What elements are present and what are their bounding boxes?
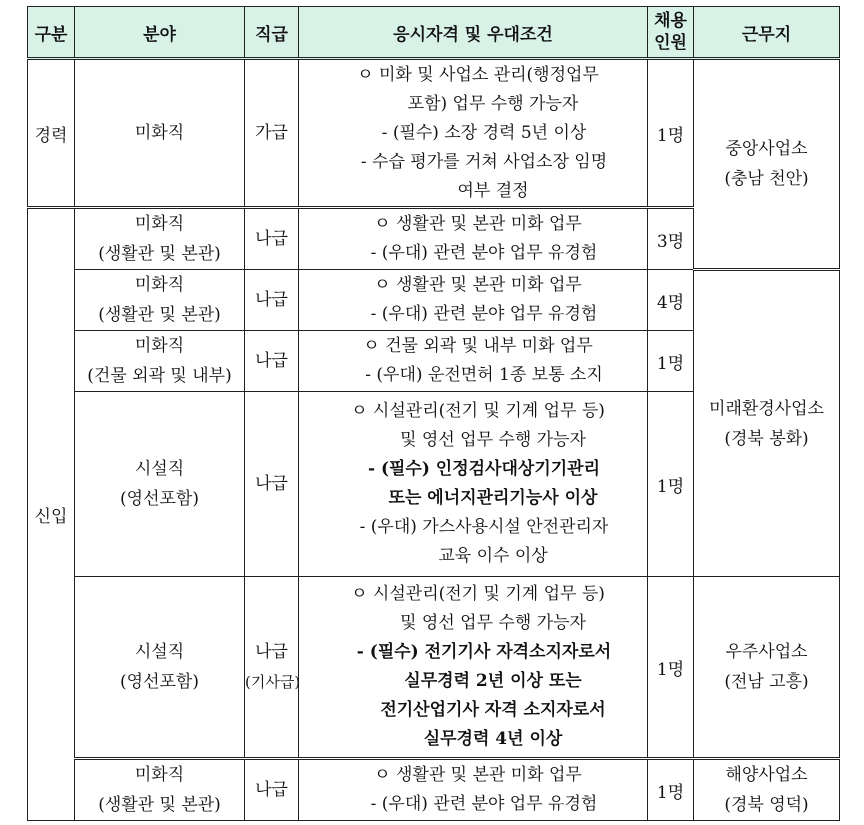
workplace-name: 우주사업소 — [725, 642, 808, 662]
workplace-cell — [694, 59, 840, 270]
qualifications-cell — [299, 392, 648, 577]
grade-label: 나급 — [255, 642, 288, 662]
qualification-line: ㅇ 건물 외곽 및 내부 미화 업무 — [363, 336, 593, 356]
workplace-name: 미래환경사업소 — [709, 398, 824, 419]
qualification-line: 교육 이수 이상 — [438, 546, 548, 566]
grade-cell — [245, 208, 299, 270]
grade-label: 가급 — [255, 123, 288, 143]
header-headcount-line2: 인원 — [654, 33, 687, 53]
qualification-line: 실무경력 2년 이상 또는 — [404, 671, 582, 691]
field-detail: (생활관 및 본관) — [98, 305, 221, 325]
qualification-line: - (우대) 운전면허 1종 보통 소지 — [365, 365, 603, 385]
workplace-cell — [694, 759, 840, 821]
table-row — [28, 59, 840, 208]
field-name: 미화직 — [134, 275, 185, 295]
header-headcount — [648, 7, 694, 59]
grade-cell — [245, 331, 299, 392]
workplace-cell — [694, 577, 840, 759]
qualification-line: - (우대) 가스사용시설 안전관리자 — [359, 517, 609, 537]
qualifications-cell — [299, 59, 648, 208]
header-grade: 직급 — [245, 7, 299, 59]
workplace-cell — [694, 270, 840, 577]
category-cell: 신입 — [28, 208, 75, 821]
field-cell — [75, 59, 245, 208]
grade-label: 나급 — [255, 229, 288, 249]
qualification-line: 실무경력 4년 이상 — [423, 729, 563, 749]
qualification-line: ㅇ 시설관리(전기 및 기계 업무 등) — [351, 401, 605, 421]
header-workplace: 근무지 — [694, 7, 840, 59]
table-row — [28, 577, 840, 759]
headcount-cell: 1명 — [648, 759, 694, 821]
workplace-location: (충남 천안) — [724, 169, 809, 189]
grade-cell — [245, 577, 299, 759]
grade-label: 나급 — [255, 351, 288, 371]
qualification-line: - (우대) 관련 분야 업무 유경험 — [370, 794, 598, 814]
headcount-cell: 1명 — [648, 392, 694, 577]
field-cell — [75, 759, 245, 821]
qualification-line: ㅇ 생활관 및 본관 미화 업무 — [374, 275, 582, 295]
header-category: 구분 — [28, 7, 75, 59]
headcount-cell: 1명 — [648, 577, 694, 759]
qualification-line: - (필수) 소장 경력 5년 이상 — [381, 122, 587, 143]
grade-note: (기사급) — [245, 673, 301, 691]
qualification-line: - 수습 평가를 거쳐 사업소장 임명 — [360, 151, 608, 172]
qualifications-cell — [299, 331, 648, 392]
header-qualifications: 응시자격 및 우대조건 — [299, 7, 648, 59]
qualification-line: 여부 결정 — [457, 180, 529, 201]
field-detail: (건물 외곽 및 내부) — [87, 366, 232, 386]
header-row — [28, 7, 840, 59]
table-row — [28, 270, 840, 331]
grade-cell — [245, 392, 299, 577]
field-name: 미화직 — [134, 214, 185, 234]
field-detail: (생활관 및 본관) — [98, 795, 221, 815]
qualification-line: - (필수) 전기기사 자격소지자로서 — [356, 642, 612, 662]
field-name: 미화직 — [134, 336, 185, 356]
field-cell — [75, 208, 245, 270]
headcount-cell: 4명 — [648, 270, 694, 331]
workplace-location: (경북 봉화) — [724, 428, 809, 449]
workplace-location: (전남 고흥) — [724, 672, 809, 692]
qualification-line: - (필수) 인정검사대상기기관리 — [367, 459, 601, 479]
qualification-line: 포함) 업무 수행 가능자 — [407, 93, 579, 114]
field-name: 미화직 — [134, 123, 185, 143]
recruitment-table — [27, 6, 840, 821]
qualification-line: ㅇ 시설관리(전기 및 기계 업무 등) — [351, 584, 605, 604]
qualification-line: 및 영선 업무 수행 가능자 — [400, 613, 586, 633]
qualifications-cell — [299, 208, 648, 270]
qualification-line: - (우대) 관련 분야 업무 유경험 — [370, 304, 598, 324]
header-field: 분야 — [75, 7, 245, 59]
qualification-line: ㅇ 미화 및 사업소 관리(행정업무 — [357, 64, 599, 85]
field-name: 시설직 — [134, 642, 185, 662]
header-headcount-line1: 채용 — [654, 11, 687, 31]
field-cell — [75, 331, 245, 392]
field-detail: (영선포함) — [120, 672, 199, 692]
field-detail: (영선포함) — [120, 489, 199, 509]
grade-cell — [245, 759, 299, 821]
qualification-line: ㅇ 생활관 및 본관 미화 업무 — [374, 765, 582, 785]
qualifications-cell — [299, 270, 648, 331]
qualification-line: ㅇ 생활관 및 본관 미화 업무 — [374, 214, 582, 234]
grade-label: 나급 — [255, 780, 288, 800]
qualification-line: 및 영선 업무 수행 가능자 — [400, 430, 586, 450]
grade-label: 나급 — [255, 290, 288, 310]
grade-cell — [245, 270, 299, 331]
qualifications-cell — [299, 759, 648, 821]
qualification-line: - (우대) 관련 분야 업무 유경험 — [370, 243, 598, 263]
qualification-line: 전기산업기사 자격 소지자로서 — [380, 700, 606, 720]
category-cell: 경력 — [28, 59, 75, 208]
field-cell — [75, 392, 245, 577]
field-cell — [75, 577, 245, 759]
grade-cell — [245, 59, 299, 208]
qualification-line: 또는 에너지관리기능사 이상 — [388, 488, 598, 508]
qualifications-cell — [299, 577, 648, 759]
field-cell — [75, 270, 245, 331]
grade-label: 나급 — [255, 474, 288, 494]
headcount-cell: 3명 — [648, 208, 694, 270]
workplace-name: 해양사업소 — [725, 765, 808, 785]
workplace-location: (경북 영덕) — [724, 795, 809, 815]
table-row — [28, 759, 840, 821]
headcount-cell: 1명 — [648, 59, 694, 208]
field-name: 미화직 — [134, 765, 185, 785]
headcount-cell: 1명 — [648, 331, 694, 392]
field-detail: (생활관 및 본관) — [98, 244, 221, 264]
workplace-name: 중앙사업소 — [725, 139, 808, 159]
field-name: 시설직 — [134, 459, 185, 479]
